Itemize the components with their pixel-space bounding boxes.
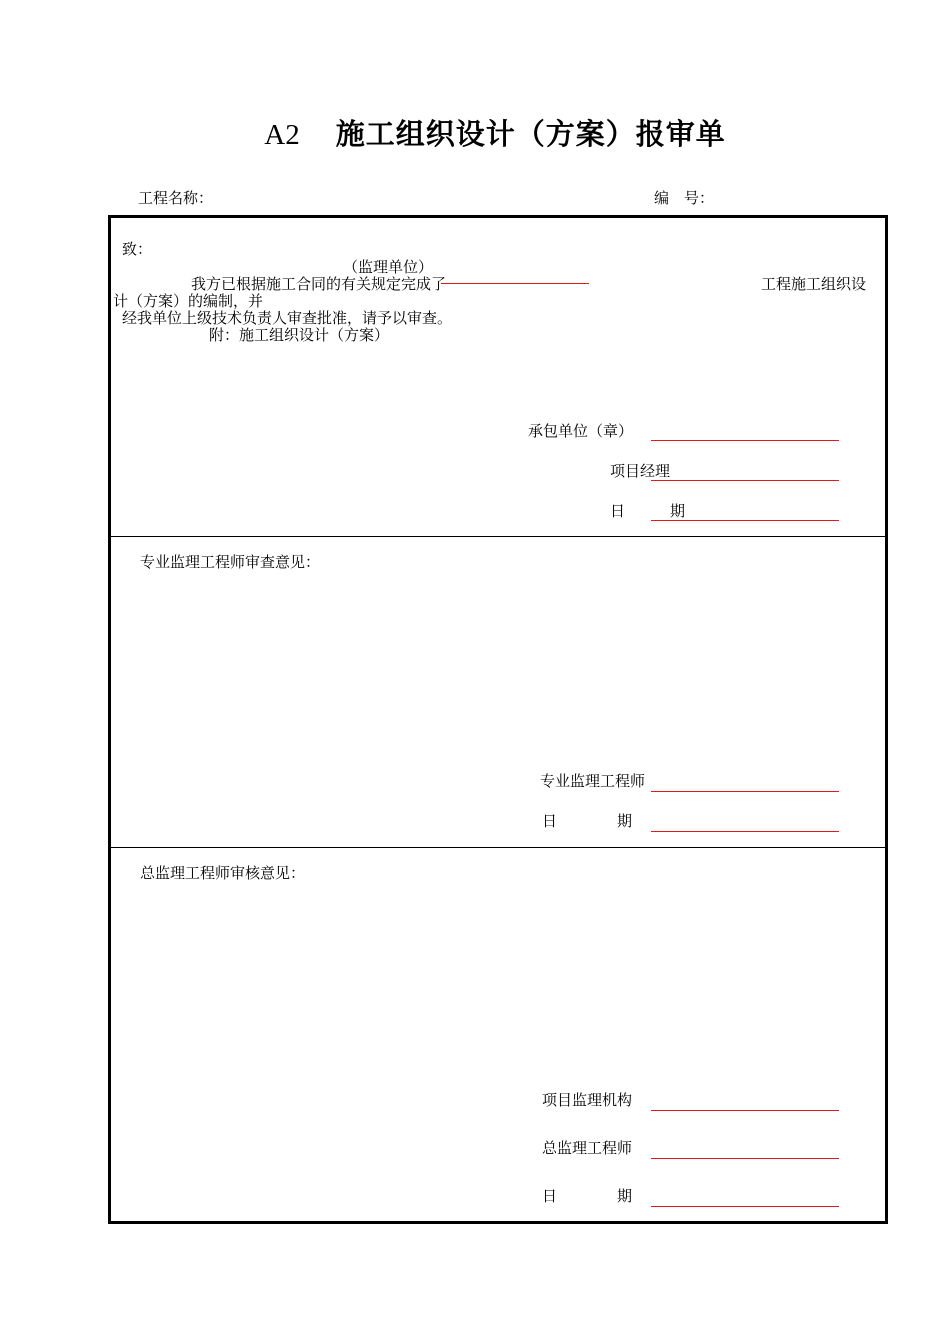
project-name-underline xyxy=(441,283,589,284)
chief-engineer-underline xyxy=(651,1158,839,1159)
engineer-date-underline xyxy=(651,831,839,832)
contractor-label: 承包单位（章） xyxy=(528,422,634,440)
section-divider xyxy=(111,847,885,848)
engineer-label: 专业监理工程师 xyxy=(540,772,646,790)
section-divider xyxy=(111,536,885,537)
form-name: 施工组织设计（方案）报审单 xyxy=(335,117,726,151)
form-table xyxy=(108,215,888,1224)
statement-line-1: 我方已根据施工合同的有关规定完成了 xyxy=(191,275,447,293)
chief-engineer-label: 总监理工程师 xyxy=(542,1139,633,1157)
number-label: 编 号： xyxy=(654,189,715,207)
contractor-date-underline xyxy=(651,520,839,521)
manager-label: 项目经理 xyxy=(610,462,671,480)
contractor-underline xyxy=(651,440,839,441)
engineer-review-heading: 专业监理工程师审查意见： xyxy=(140,553,321,571)
chief-date-underline xyxy=(651,1206,839,1207)
page-title xyxy=(0,112,950,153)
statement-line-2: 计（方案）的编制，并 xyxy=(113,292,264,310)
engineer-date-label: 日 期 xyxy=(542,812,633,830)
chief-review-heading: 总监理工程师审核意见： xyxy=(140,864,306,882)
statement-line-1-tail: 工程施工组织设 xyxy=(761,275,867,293)
engineer-underline xyxy=(651,791,839,792)
statement-line-3: 经我单位上级技术负责人审查批准，请予以审查。 xyxy=(122,309,453,327)
supervision-org-underline xyxy=(651,1110,839,1111)
attachment-label: 附：施工组织设计（方案） xyxy=(209,326,390,344)
supervision-org-label: 项目监理机构 xyxy=(542,1091,633,1109)
project-name-label: 工程名称： xyxy=(138,189,214,207)
chief-date-label: 日 期 xyxy=(542,1187,633,1205)
manager-underline xyxy=(651,480,839,481)
contractor-date-label: 日 期 xyxy=(610,502,686,520)
form-code: A2 xyxy=(264,119,300,151)
supervisor-unit-label: （监理单位） xyxy=(343,258,434,276)
to-label: 致： xyxy=(122,240,153,258)
